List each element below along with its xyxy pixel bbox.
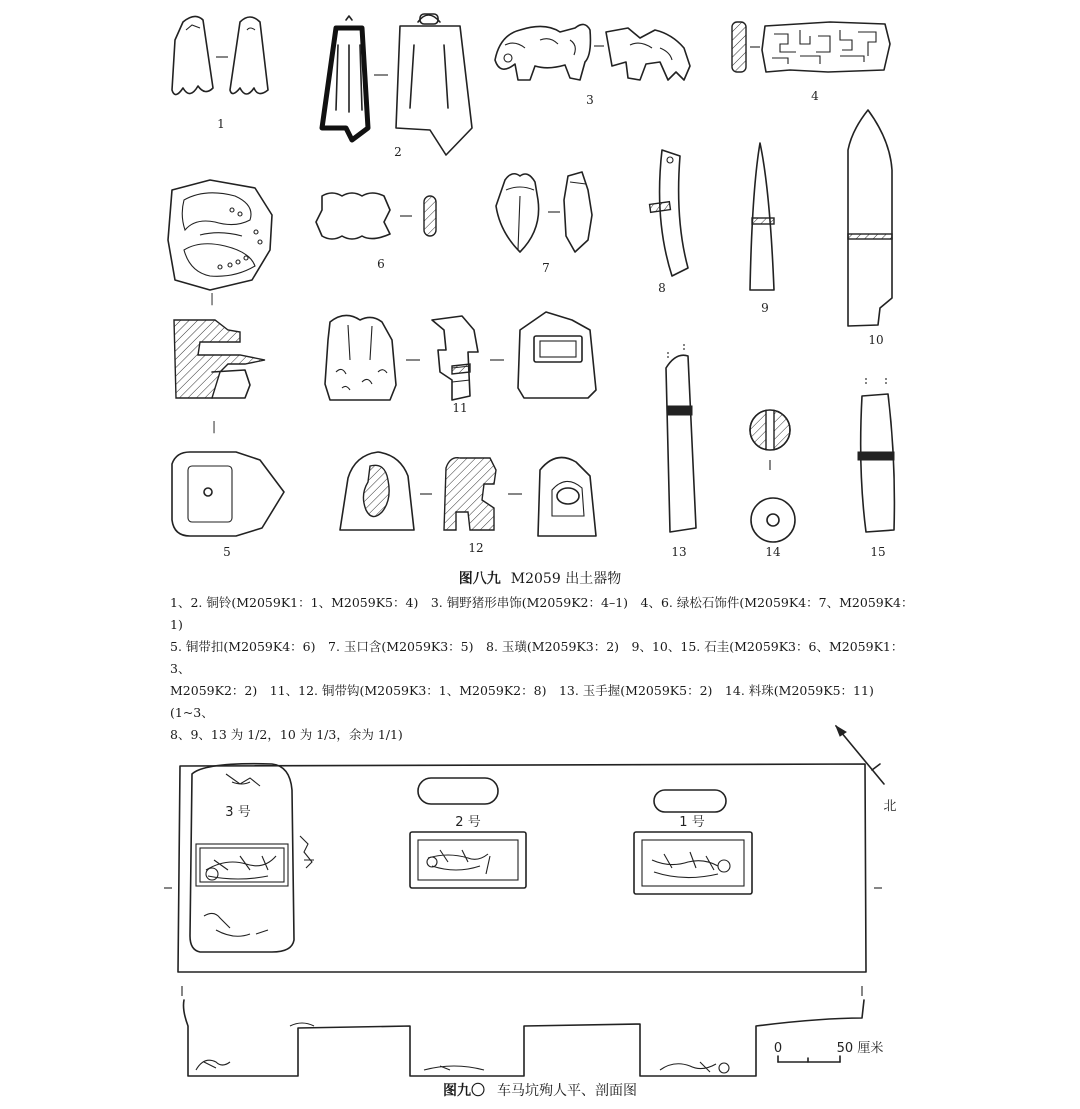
- pit-label-2: 2 号: [455, 815, 481, 830]
- figure-number-4: 4: [811, 89, 819, 103]
- figure-number-1: 1: [217, 117, 225, 131]
- pit-plan-outline: [178, 764, 866, 972]
- artifact-13-jade-hand-piece: [666, 344, 696, 532]
- figure-number-7: 7: [542, 261, 550, 275]
- artifact-3-bronze-boar-pendant: [495, 24, 690, 80]
- figure-number-13: 13: [671, 545, 687, 559]
- figure-number-14: 14: [765, 545, 781, 559]
- artifact-5-buckle-section: [174, 320, 265, 398]
- figure-number-11: 11: [452, 401, 468, 415]
- artifact-11-bronze-belt-hook: [325, 312, 596, 400]
- caption-line: 5. 铜带扣(M2059K4：6) 7. 玉口含(M2059K3：5) 8. 玉璜(M2059K3：2) 9、10、15. 石圭(M2059K3：6、M2059K1：3、: [170, 639, 904, 676]
- separator-mark-1: |: [209, 291, 215, 305]
- figure-number-6: 6: [377, 257, 385, 271]
- north-arrow-icon: [836, 726, 884, 784]
- figure-89-title: M2059 出土器物: [510, 571, 622, 587]
- artifact-8-jade-arc: [650, 150, 688, 276]
- scale-bar: [778, 1056, 840, 1062]
- figure-number-12: 12: [468, 541, 484, 555]
- figure-number-5: 5: [223, 545, 231, 559]
- artifact-1-bronze-bell: [172, 16, 268, 94]
- figure-90-title: 车马坑殉人平、剖面图: [497, 1083, 637, 1099]
- figure-89-caption-title: [0, 568, 1080, 588]
- artifact-15-stone-gui: [858, 378, 894, 532]
- burial-pit-3: [190, 764, 314, 952]
- north-label: 北: [883, 799, 897, 814]
- artifact-14-glass-bead: [750, 410, 795, 542]
- figure-number-3: 3: [586, 93, 594, 107]
- figure-number-9: 9: [761, 301, 769, 315]
- figure-number-10: 10: [868, 333, 884, 347]
- figure-number-15: 15: [870, 545, 886, 559]
- caption-line: 1、2. 铜铃(M2059K1：1、M2059K5：4) 3. 铜野猪形串饰(M2059K2：4–1) 4、6. 绿松石饰件(M2059K4：7、M2059K4：1): [170, 595, 914, 632]
- pit-section-profile: [182, 986, 864, 1076]
- figure-90-caption: [0, 1080, 1080, 1100]
- separator-mark-2: |: [211, 419, 217, 433]
- scale-value: 50 厘米: [836, 1041, 884, 1056]
- pit-label-1: 1 号: [679, 815, 705, 830]
- figure-number-8: 8: [658, 281, 666, 295]
- artifact-12-bronze-belt-hook: [340, 452, 596, 536]
- figure-89-label: 图八九: [458, 571, 501, 587]
- artifact-5-buckle-top-view: [168, 180, 272, 290]
- scale-zero: 0: [773, 1041, 783, 1056]
- artifact-4-turquoise-ornament: [732, 22, 890, 72]
- artifact-9-stone-gui: [750, 143, 774, 290]
- artifact-7-jade-mouth-piece: [496, 172, 592, 252]
- artifact-10-stone-gui-large: [848, 110, 892, 326]
- pit-label-3: 3 号: [225, 805, 251, 820]
- figure-90-pit-plan: [0, 700, 1080, 1080]
- caption-line: M2059K2：2) 11、12. 铜带钩(M2059K3：1、M2059K2：8) 13. 玉手握(M2059K5：2) 14. 料珠(M2059K5：11) (1~3、: [170, 683, 887, 720]
- artifact-5-buckle-front-view: [172, 452, 284, 536]
- artifact-6-turquoise-bead: [316, 193, 436, 239]
- figure-90-label: 图九〇: [443, 1083, 485, 1099]
- burial-pit-1: [634, 790, 752, 894]
- burial-pit-2: [410, 778, 526, 888]
- figure-number-2: 2: [394, 145, 402, 159]
- artifact-2-bronze-bell: [322, 14, 472, 155]
- caption-line: 8、9、13 为 1/2，10 为 1/3，余为 1/1): [170, 727, 403, 742]
